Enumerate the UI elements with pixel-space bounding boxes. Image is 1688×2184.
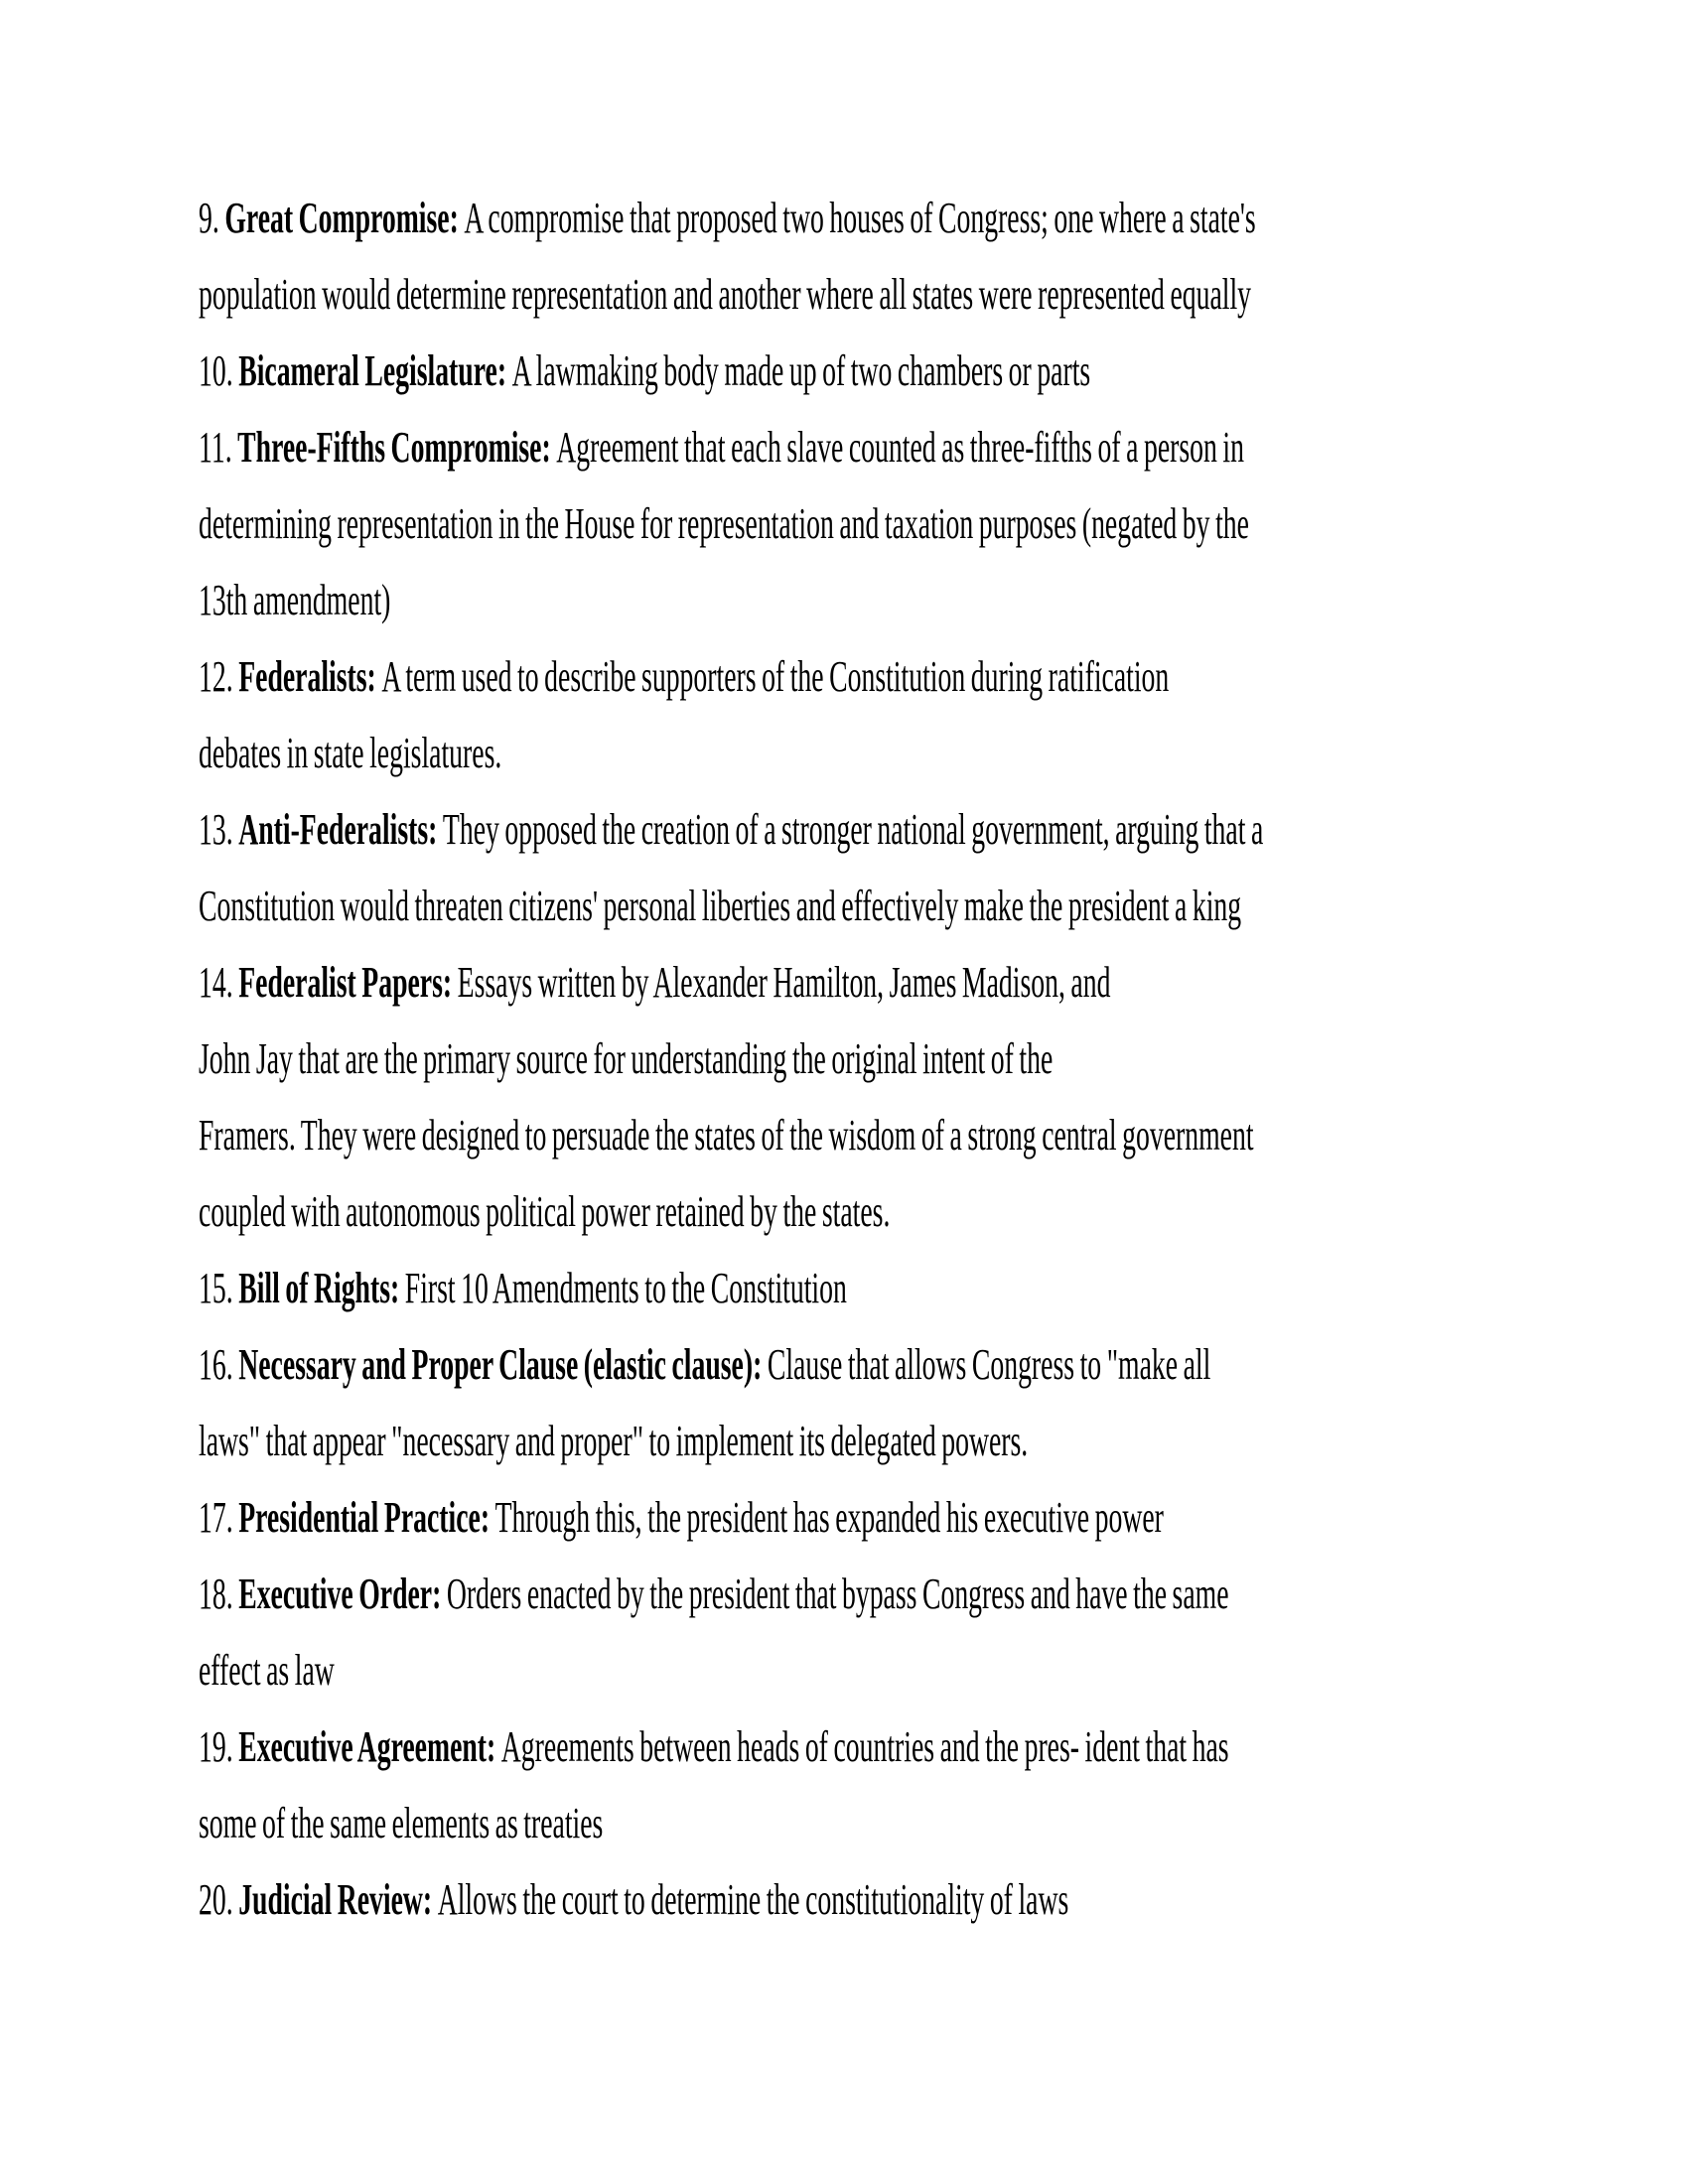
line-content bbox=[199, 1708, 1229, 1785]
definition-text: determining representation in the House for representation and taxation purposes (negated by the bbox=[199, 499, 1249, 548]
line-content bbox=[199, 1785, 603, 1861]
line-content bbox=[199, 485, 1249, 562]
item-number: 19. bbox=[199, 1722, 239, 1771]
glossary-continuation-line bbox=[199, 868, 1489, 944]
line-content bbox=[199, 1861, 1068, 1938]
item-number: 11. bbox=[199, 423, 238, 472]
definition-text: Constitution would threaten citizens' personal liberties and effectively make the president a king bbox=[199, 882, 1242, 930]
glossary-item-line bbox=[199, 1708, 1489, 1785]
line-content bbox=[199, 638, 1169, 715]
definition-text: Clause that allows Congress to "make all bbox=[767, 1340, 1211, 1389]
term-label: Federalists: bbox=[238, 652, 382, 701]
line-content bbox=[199, 868, 1241, 944]
term-label: Necessary and Proper Clause (elastic clause): bbox=[238, 1340, 768, 1389]
term-label: Executive Order: bbox=[238, 1570, 447, 1618]
glossary-item-line bbox=[199, 333, 1489, 409]
definition-text: coupled with autonomous political power retained by the states. bbox=[199, 1187, 891, 1236]
glossary-item-line bbox=[199, 638, 1489, 715]
line-content bbox=[199, 791, 1263, 868]
definition-text: population would determine representation and another where all states were represented equally bbox=[199, 270, 1252, 319]
line-content bbox=[199, 1479, 1164, 1556]
glossary-continuation-line bbox=[199, 1403, 1489, 1479]
line-content bbox=[199, 944, 1110, 1021]
definition-text: some of the same elements as treaties bbox=[199, 1799, 604, 1847]
line-content bbox=[199, 1632, 335, 1708]
glossary-item-line bbox=[199, 1479, 1489, 1556]
glossary-item-line bbox=[199, 180, 1489, 256]
glossary-continuation-line bbox=[199, 1021, 1489, 1097]
definition-text: They opposed the creation of a stronger national government, arguing that a bbox=[442, 805, 1264, 854]
line-content bbox=[199, 1250, 847, 1326]
glossary-item-line bbox=[199, 791, 1489, 868]
glossary-continuation-line bbox=[199, 715, 1489, 791]
term-label: Presidential Practice: bbox=[238, 1493, 495, 1542]
line-content bbox=[199, 1403, 1028, 1479]
definition-text: Agreements between heads of countries and the pres- ident that has bbox=[500, 1722, 1229, 1771]
definition-text: A lawmaking body made up of two chambers or parts bbox=[511, 346, 1091, 395]
item-number: 12. bbox=[199, 652, 239, 701]
item-number: 17. bbox=[199, 1493, 239, 1542]
item-number: 14. bbox=[199, 958, 239, 1007]
line-content bbox=[199, 256, 1251, 333]
term-label: Bill of Rights: bbox=[238, 1264, 405, 1312]
term-label: Judicial Review: bbox=[238, 1875, 438, 1924]
line-content bbox=[199, 180, 1256, 256]
definition-text: A compromise that proposed two houses of Congress; one where a state's bbox=[464, 194, 1256, 242]
definition-text: debates in state legislatures. bbox=[199, 729, 502, 777]
definition-text: A term used to describe supporters of the Constitution during ratification bbox=[381, 652, 1170, 701]
glossary-continuation-line bbox=[199, 1785, 1489, 1861]
line-content bbox=[199, 1556, 1229, 1632]
term-label: Three-Fifths Compromise: bbox=[237, 423, 557, 472]
definition-text: effect as law bbox=[199, 1646, 335, 1695]
glossary-list bbox=[199, 180, 1489, 1938]
definition-text: John Jay that are the primary source for understanding the original intent of the bbox=[199, 1034, 1054, 1083]
item-number: 20. bbox=[199, 1875, 239, 1924]
item-number: 13. bbox=[199, 805, 239, 854]
term-label: Federalist Papers: bbox=[238, 958, 458, 1007]
item-number: 18. bbox=[199, 1570, 239, 1618]
term-label: Executive Agreement: bbox=[238, 1722, 501, 1771]
item-number: 16. bbox=[199, 1340, 239, 1389]
definition-text: Orders enacted by the president that bypass Congress and have the same bbox=[446, 1570, 1229, 1618]
line-content bbox=[199, 1021, 1053, 1097]
definition-text: Through this, the president has expanded his executive power bbox=[494, 1493, 1164, 1542]
glossary-continuation-line bbox=[199, 1632, 1489, 1708]
glossary-item-line bbox=[199, 1861, 1489, 1938]
term-label: Anti-Federalists: bbox=[238, 805, 443, 854]
definition-text: Essays written by Alexander Hamilton, James Madison, and bbox=[457, 958, 1111, 1007]
line-content bbox=[199, 1173, 890, 1250]
term-label: Bicameral Legislature: bbox=[238, 346, 512, 395]
line-content bbox=[199, 409, 1244, 485]
glossary-continuation-line bbox=[199, 1097, 1489, 1173]
item-number: 15. bbox=[199, 1264, 239, 1312]
item-number: 9. bbox=[199, 194, 225, 242]
line-content bbox=[199, 562, 390, 638]
line-content bbox=[199, 715, 501, 791]
glossary-item-line bbox=[199, 1326, 1489, 1403]
item-number: 10. bbox=[199, 346, 239, 395]
term-label: Great Compromise: bbox=[224, 194, 465, 242]
glossary-item-line bbox=[199, 1556, 1489, 1632]
definition-text: Allows the court to determine the constitutionality of laws bbox=[437, 1875, 1069, 1924]
line-content bbox=[199, 1097, 1254, 1173]
definition-text: laws" that appear "necessary and proper" to implement its delegated powers. bbox=[199, 1417, 1029, 1465]
glossary-continuation-line bbox=[199, 485, 1489, 562]
line-content bbox=[199, 333, 1090, 409]
definition-text: 13th amendment) bbox=[199, 576, 391, 624]
definition-text: First 10 Amendments to the Constitution bbox=[404, 1264, 847, 1312]
glossary-continuation-line bbox=[199, 256, 1489, 333]
line-content bbox=[199, 1326, 1210, 1403]
glossary-item-line bbox=[199, 944, 1489, 1021]
glossary-item-line bbox=[199, 1250, 1489, 1326]
glossary-item-line bbox=[199, 409, 1489, 485]
glossary-continuation-line bbox=[199, 562, 1489, 638]
glossary-continuation-line bbox=[199, 1173, 1489, 1250]
definition-text: Framers. They were designed to persuade the states of the wisdom of a strong central government bbox=[199, 1111, 1254, 1160]
definition-text: Agreement that each slave counted as three-fifths of a person in bbox=[556, 423, 1244, 472]
